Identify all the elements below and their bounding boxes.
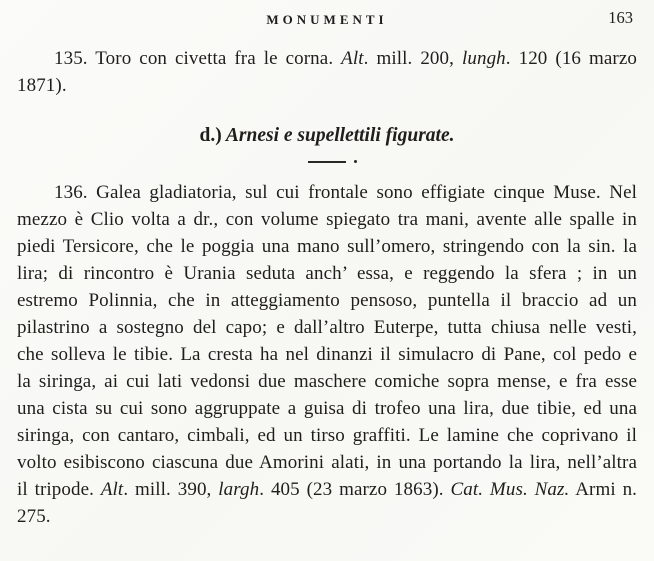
section-heading: d.) Arnesi e supellettili figurate. [199,125,455,146]
page-number: 163 [608,8,633,27]
running-header [17,8,637,30]
entry-136-paragraph: 136. Galea gladiatoria, sul cui frontale sono effigiate cinque Muse. Nel mezzo è Clio volta a dr., con volume spiegato tra mani, avente alle spalle in piedi Tersicore, che le poggia una mano sull’omero, stringendo con la sin. la lira; di rincontro è Urania seduta anch’ essa, e reggendo la sfera ; in un estremo Polinnia, che in atteggiamento pensoso, puntella il braccio ad un pilastrino a sostegno del capo; e dall’altro Euterpe, tutta chiusa nelle vesti, che solleva le tibie. La cresta ha nel dinanzi il simulacro di Pane, col pedo e la siringa, ai cui lati vedonsi due maschere comiche sopra mense, e fra esse una cista su cui sono aggruppate a guisa di trofeo una lira, due tibie, ed una siringa, con cantaro, cimbali, ed un tirso graffiti. Le lamine che coprivano il volto esibiscono ciascuna due Amorini alati, in una portando la lira, nell’altra il tripode. Alt. mill. 390, largh. 405 (23 marzo 1863). Cat. Mus. Naz. Armi n. 275. [17,182,638,527]
running-header-title: MONUMENTI [266,12,388,27]
entry-135-paragraph: 135. Toro con civetta fra le corna. Alt. mill. 200, lungh. 120 (16 marzo 1871). [17,48,637,96]
section-divider-rule [308,161,346,163]
